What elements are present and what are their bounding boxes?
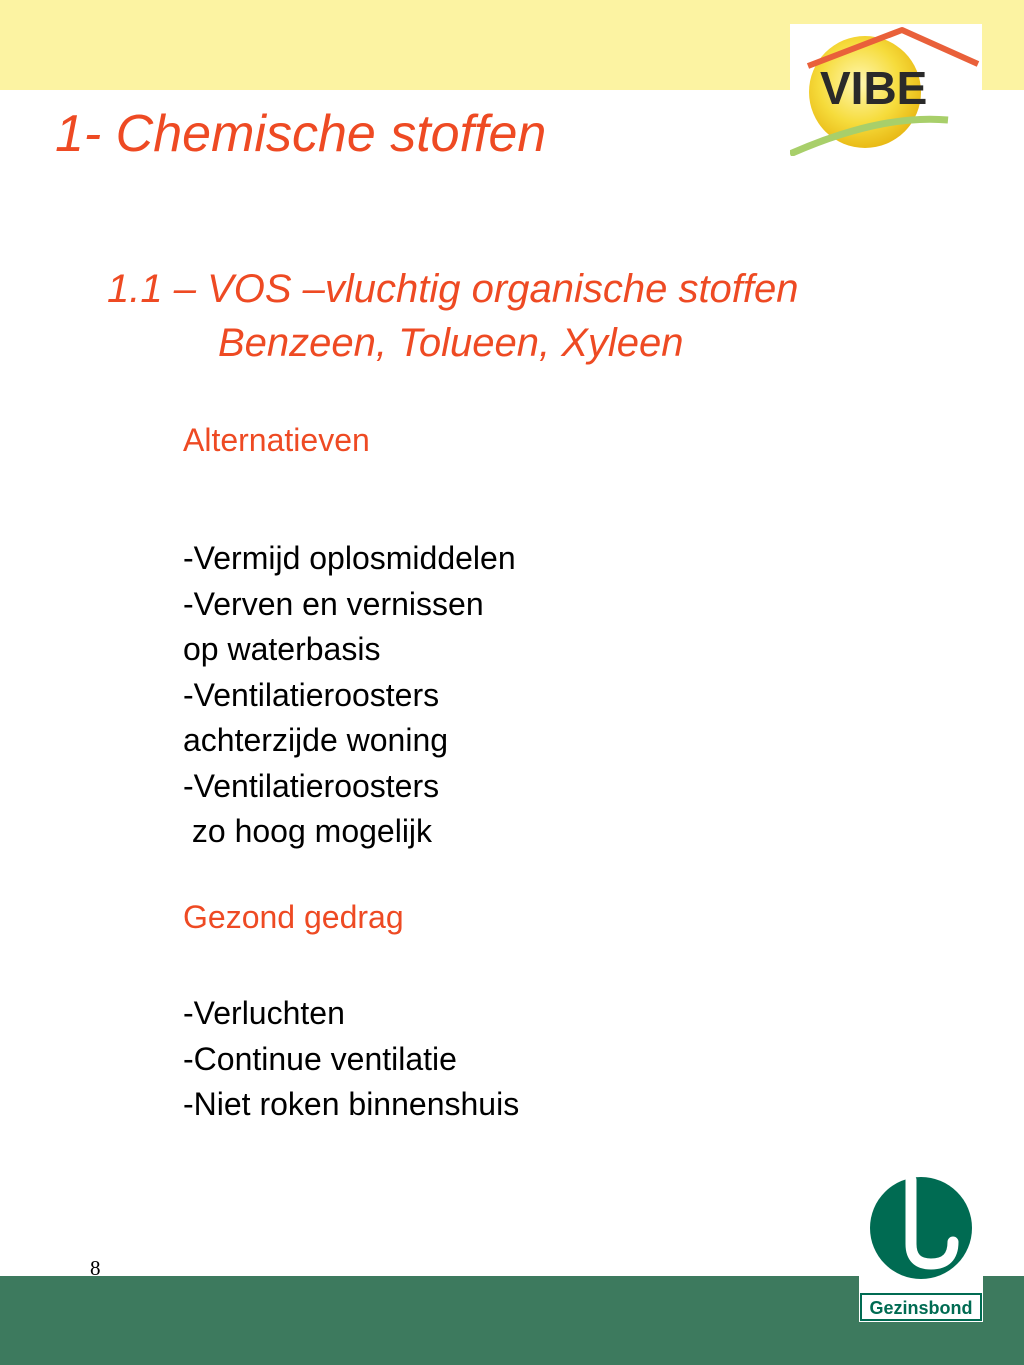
list-item: -Ventilatieroosters bbox=[183, 767, 440, 804]
healthy-behaviour-heading: Gezond gedrag bbox=[183, 899, 404, 935]
vibe-logo-text: VIBE bbox=[820, 62, 928, 114]
list-item: -Verven en vernissen bbox=[183, 585, 484, 622]
vibe-logo bbox=[790, 24, 982, 156]
list-item: achterzijde woning bbox=[183, 722, 449, 758]
subtitle-line-2: Benzeen, Tolueen, Xyleen bbox=[218, 321, 684, 365]
gezinsbond-logo-text: Gezinsbond bbox=[869, 1298, 973, 1318]
list-item: -Niet roken binnenshuis bbox=[183, 1086, 520, 1122]
subtitle bbox=[107, 262, 799, 370]
list-item: op waterbasis bbox=[183, 631, 381, 667]
list-item: zo hoog mogelijk bbox=[183, 813, 433, 849]
alternatives-list bbox=[183, 536, 516, 855]
list-item: -Verluchten bbox=[183, 995, 345, 1031]
healthy-behaviour-list bbox=[183, 991, 519, 1128]
page-number: 8 bbox=[90, 1256, 101, 1280]
list-item: -Ventilatieroosters bbox=[183, 676, 440, 713]
gezinsbond-logo bbox=[859, 1166, 983, 1322]
page-title: 1- Chemische stoffen bbox=[55, 105, 547, 163]
subtitle-line-1: 1.1 – VOS –vluchtig organische stoffen bbox=[107, 267, 799, 311]
alternatives-heading: Alternatieven bbox=[183, 422, 370, 458]
list-item: -Vermijd oplosmiddelen bbox=[183, 540, 516, 576]
list-item: -Continue ventilatie bbox=[183, 1040, 457, 1077]
